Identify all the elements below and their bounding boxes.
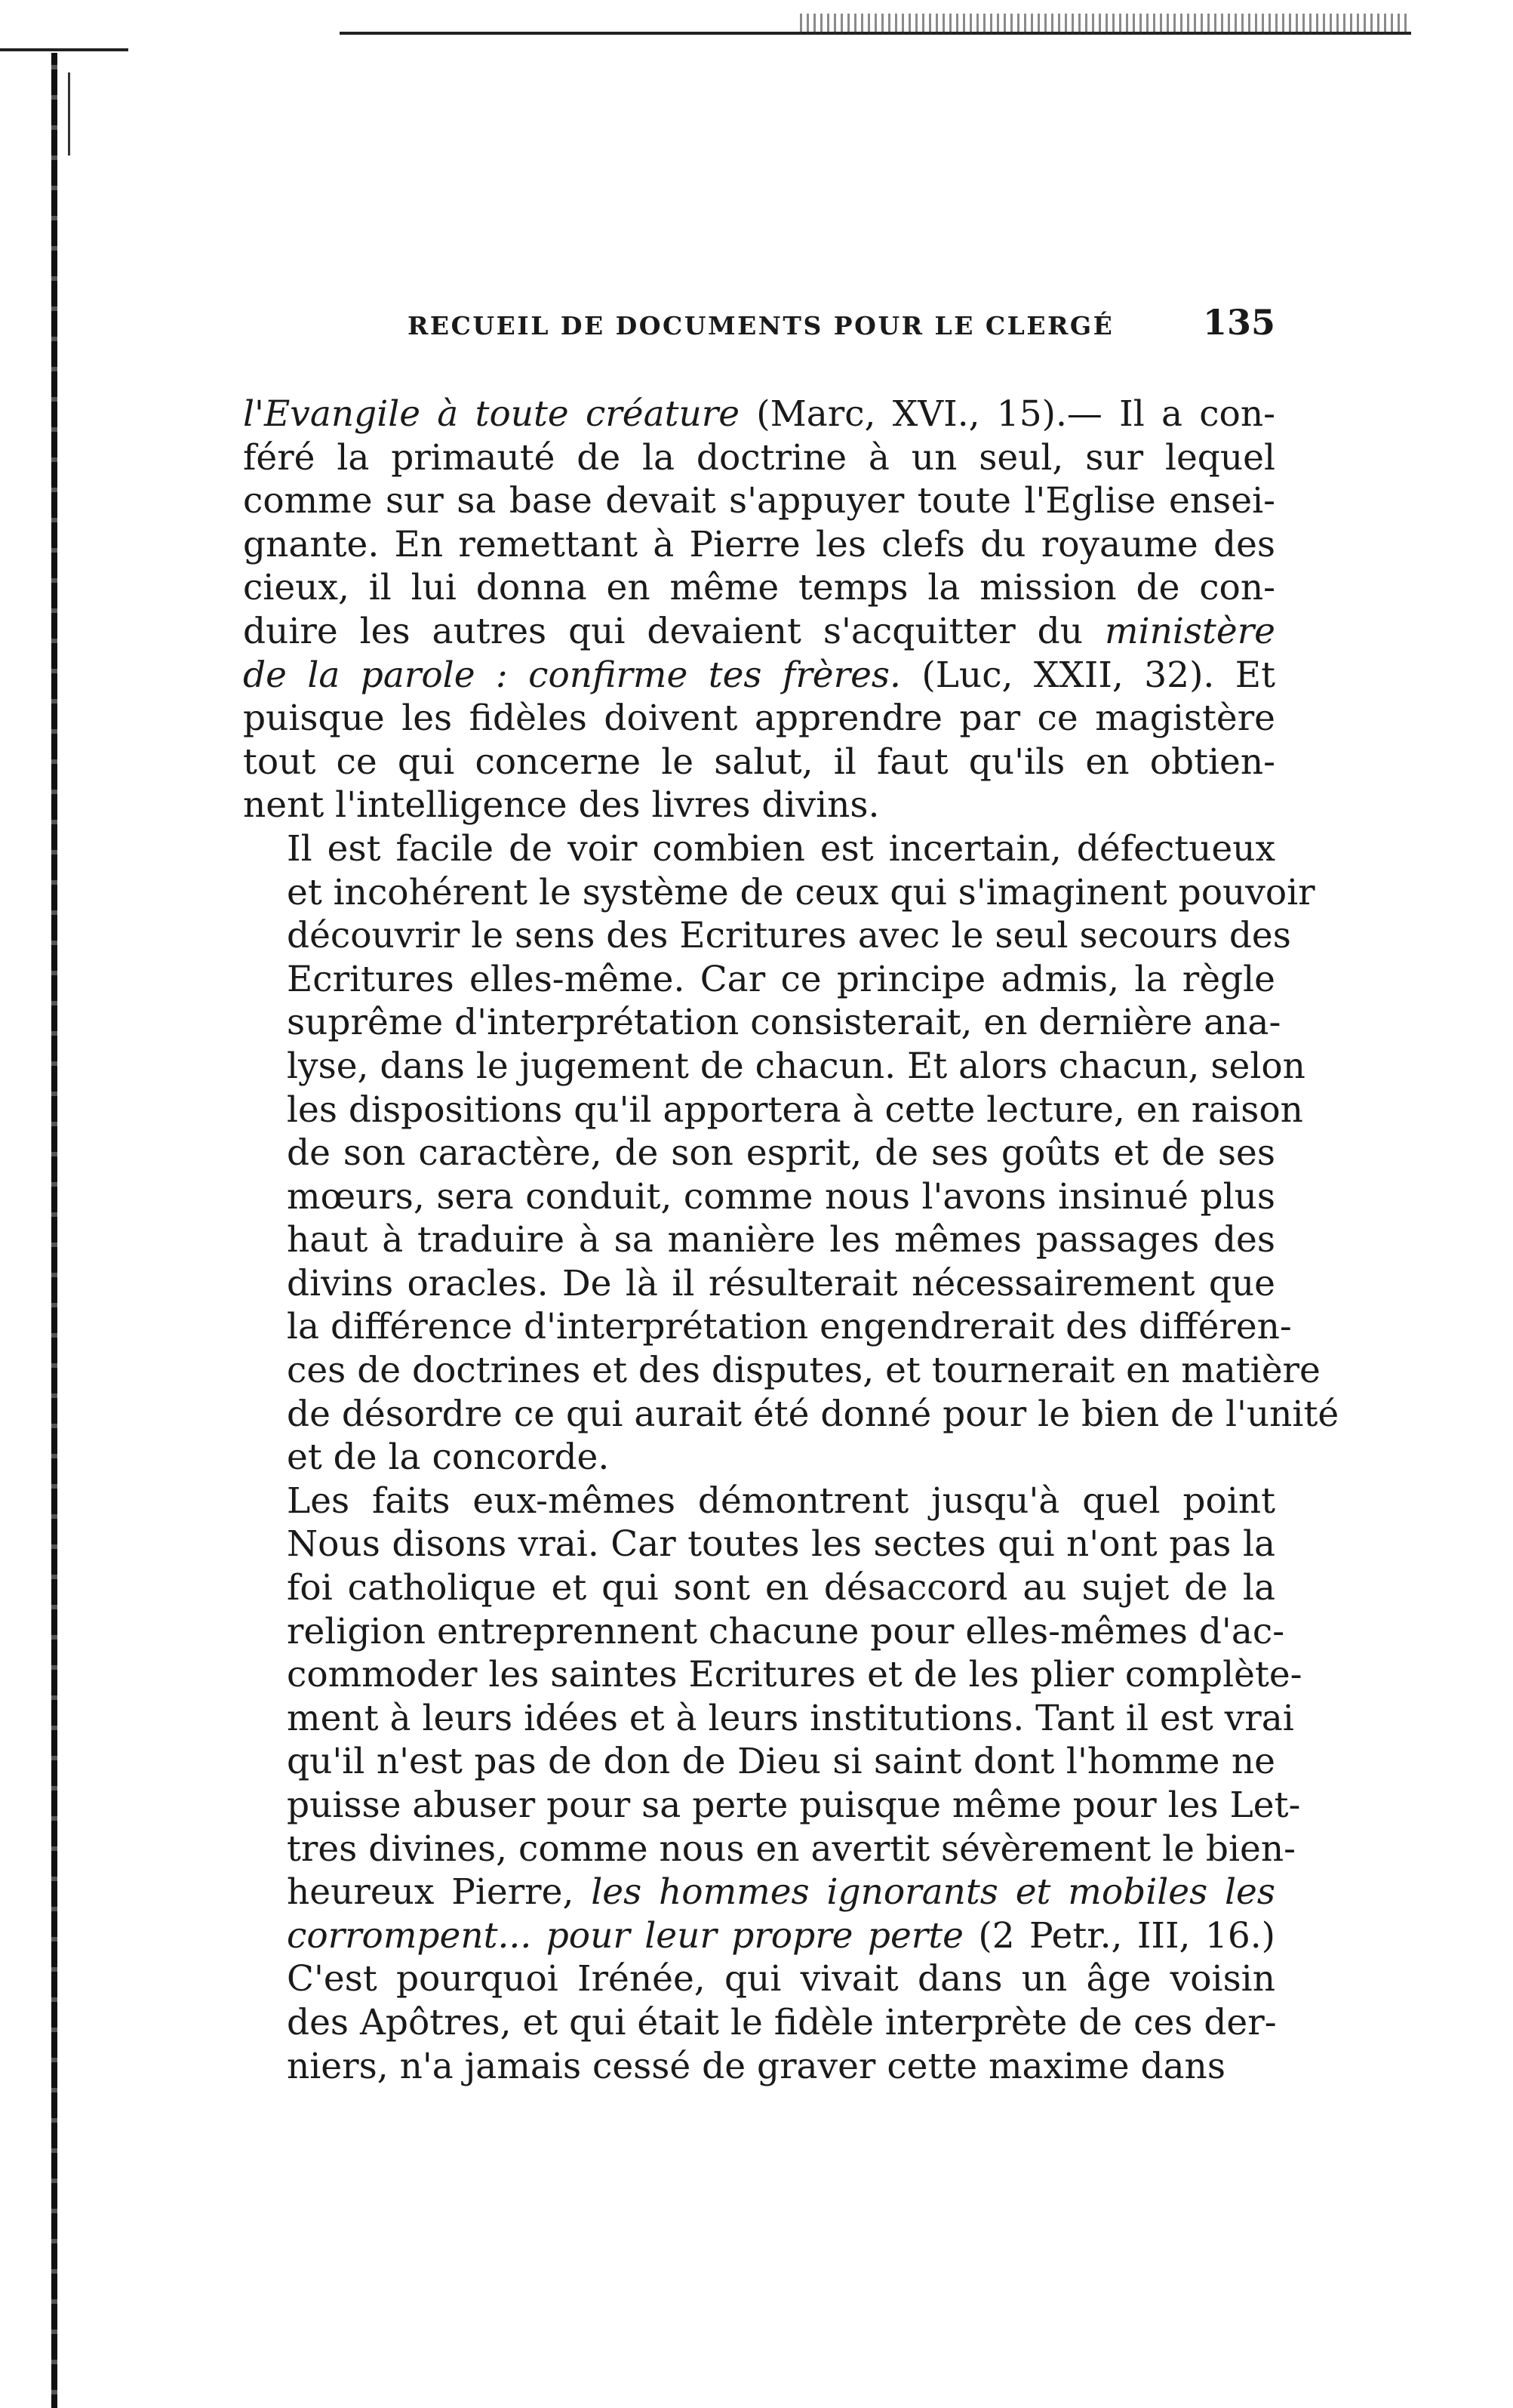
text-segment: tout ce qui concerne le salut, il faut qu'ils en obtien- <box>243 741 1275 783</box>
text-line: découvrir le sens des Ecritures avec le seul secours des <box>287 915 1291 957</box>
paragraph-2 <box>243 827 1339 1480</box>
text-line: la différence d'interprétation engendrerait des différen- <box>287 1306 1292 1348</box>
text-line: divins oracles. De là il résulterait nécessairement que <box>287 1262 1275 1304</box>
text-segment: (2 Petr., III, 16.) <box>963 1914 1275 1957</box>
running-title: RECUEIL DE DOCUMENTS POUR LE CLERGÉ <box>407 311 1115 340</box>
text-segment: puisse abuser pour sa perte puisque même pour les Let- <box>287 1784 1301 1826</box>
text-line <box>243 1653 1302 1697</box>
text-line <box>243 654 1275 697</box>
text-line <box>243 393 1275 436</box>
text-segment: des Apôtres, et qui était le fidèle interprète de ces der- <box>287 2001 1277 2043</box>
text-line <box>243 1828 1296 1871</box>
text-line: Ecritures elles-même. Car ce principe admis, la règle <box>287 958 1275 1000</box>
italic-segment: l'Evangile à toute créature <box>243 393 740 435</box>
text-line <box>243 566 1275 610</box>
gutter-mark <box>0 48 128 51</box>
text-line <box>243 1566 1275 1610</box>
text-segment: foi catholique et qui sont en désaccord au sujet de la <box>287 1567 1275 1609</box>
text-line: mœurs, sera conduit, comme nous l'avons insinué plus <box>287 1175 1275 1218</box>
scan-ink-artifact <box>800 14 1411 35</box>
binding-gutter-edge <box>51 53 57 2408</box>
text-line: les dispositions qu'il apportera à cette lecture, en raison <box>287 1089 1303 1131</box>
gutter-mark <box>68 72 70 156</box>
text-segment: heureux Pierre, <box>287 1871 592 1914</box>
paragraph-1 <box>243 393 1275 827</box>
text-line <box>243 1957 1275 2001</box>
text-line: et incohérent le système de ceux qui s'imaginent pouvoir <box>287 871 1315 913</box>
text-line <box>243 1523 1275 1566</box>
text-line <box>243 2001 1275 2045</box>
text-line <box>243 741 1275 784</box>
text-line <box>243 1610 1285 1654</box>
text-segment: niers, n'a jamais cessé de graver cette maxime dans <box>287 2045 1225 2087</box>
body-text <box>243 393 1339 2088</box>
text-segment: ment à leurs idées et à leurs institutions. Tant il est vrai <box>287 1697 1294 1739</box>
paragraph-3 <box>243 1480 1302 2088</box>
text-line <box>243 1480 1275 1523</box>
text-line <box>243 1871 1275 1914</box>
text-segment: nent l'intelligence des livres divins. <box>243 784 880 827</box>
text-segment: C'est pourquoi Irénée, qui vivait dans un âge voisin <box>287 1958 1275 2000</box>
text-line: ces de doctrines et des disputes, et tournerait en matière <box>287 1350 1321 1392</box>
text-line <box>243 697 1275 741</box>
text-segment: commoder les saintes Ecritures et de les plier complète- <box>287 1654 1302 1696</box>
text-line: de désordre ce qui aurait été donné pour le bien de l'unité <box>287 1393 1339 1435</box>
text-line <box>243 436 1275 480</box>
text-line: et de la concorde. <box>287 1436 610 1479</box>
text-line: de son caractère, de son esprit, de ses goûts et de ses <box>287 1132 1275 1175</box>
italic-segment: de la parole : confirme tes frères. <box>243 654 901 696</box>
text-line <box>243 1740 1275 1784</box>
text-segment: qu'il n'est pas de don de Dieu si saint dont l'homme ne <box>287 1741 1275 1783</box>
text-line: Il est facile de voir combien est incertain, défectueux <box>287 827 1275 870</box>
text-segment: religion entreprennent chacune pour elles-mêmes d'ac- <box>287 1610 1285 1652</box>
text-segment: Nous disons vrai. Car toutes les sectes qui n'ont pas la <box>287 1523 1275 1566</box>
text-segment: féré la primauté de la doctrine à un seul, sur lequel <box>243 436 1275 479</box>
text-line: lyse, dans le jugement de chacun. Et alors chacun, selon <box>287 1045 1305 1087</box>
italic-segment: ministère <box>1104 610 1275 652</box>
text-segment: puisque les fidèles doivent apprendre par ce magistère <box>243 697 1275 740</box>
text-segment: (Marc, XVI., 15).— Il a con- <box>740 393 1275 435</box>
italic-segment: les hommes ignorants et mobiles les <box>591 1871 1275 1914</box>
text-segment: (Luc, XXII, 32). Et <box>900 654 1275 696</box>
text-line <box>243 1697 1294 1741</box>
text-segment: gnante. En remettant à Pierre les clefs du royaume des <box>243 523 1275 565</box>
text-segment: tres divines, comme nous en avertit sévèrement le bien- <box>287 1828 1296 1870</box>
text-line <box>243 1914 1275 1958</box>
text-line: haut à traduire à sa manière les mêmes passages des <box>287 1219 1275 1261</box>
text-line <box>243 1784 1301 1828</box>
text-segment: cieux, il lui donna en même temps la mission de con- <box>243 567 1275 609</box>
text-line: suprême d'interprétation consisterait, en dernière ana- <box>287 1002 1281 1044</box>
text-line <box>243 610 1275 654</box>
page-number: 135 <box>1202 302 1275 343</box>
text-line <box>243 479 1275 523</box>
text-segment: Les faits eux-mêmes démontrent jusqu'à quel point <box>287 1480 1275 1522</box>
text-line <box>243 784 1275 827</box>
running-header <box>407 302 1275 355</box>
text-segment: comme sur sa base devait s'appuyer toute l'Eglise ensei- <box>243 480 1275 522</box>
italic-segment: corrompent... pour leur propre perte <box>287 1914 964 1957</box>
text-segment: duire les autres qui devaient s'acquitter du <box>243 610 1105 652</box>
text-line <box>243 2045 1275 2089</box>
text-line <box>243 523 1275 567</box>
